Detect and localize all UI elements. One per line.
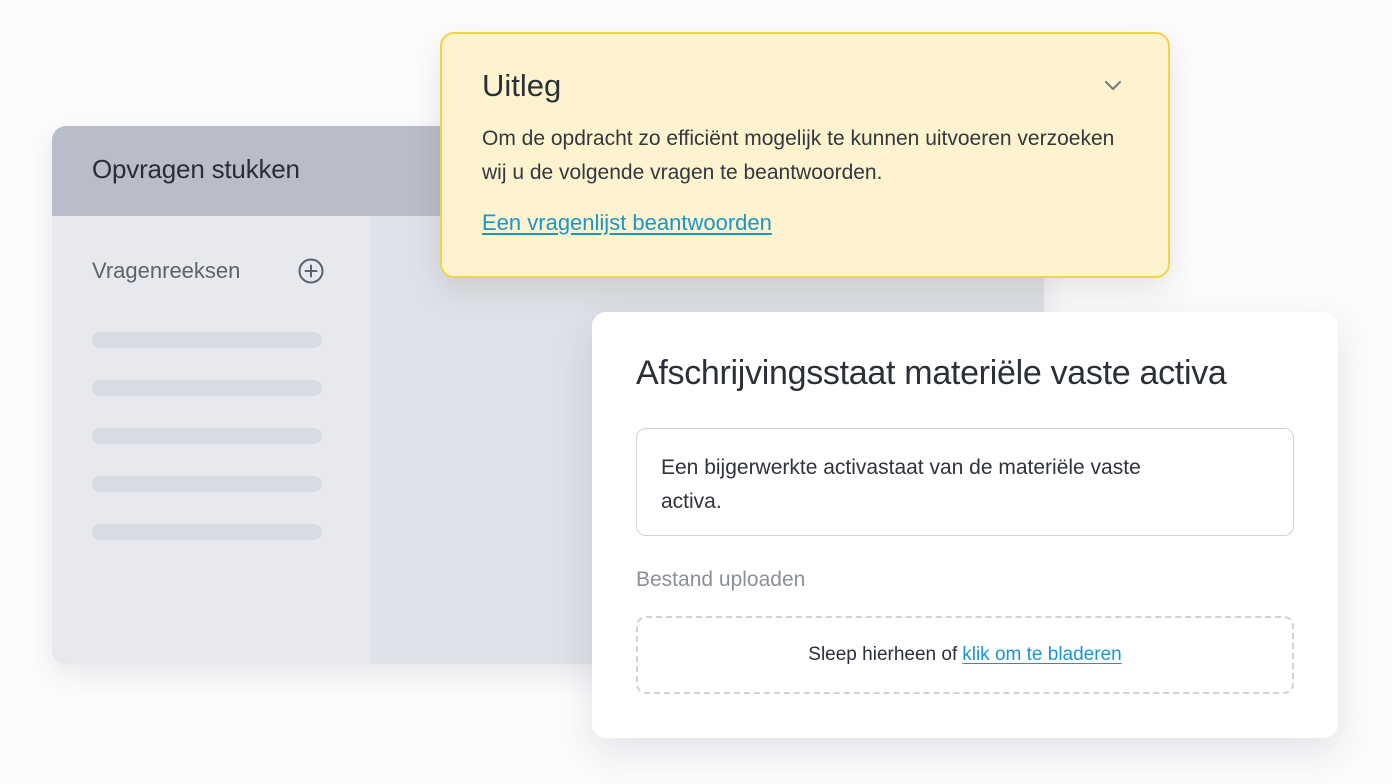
document-title: Afschrijvingsstaat materiële vaste activa <box>636 354 1227 392</box>
list-item-placeholder <box>92 380 322 396</box>
description-text: Een bijgerwerkte activastaat van de materiële vaste activa. <box>661 456 1141 513</box>
sidebar-placeholder-list <box>92 332 322 572</box>
chevron-down-icon[interactable] <box>1102 74 1124 96</box>
questionnaire-link[interactable]: Een vragenlijst beantwoorden <box>482 210 772 235</box>
list-item-placeholder <box>92 428 322 444</box>
callout-body: Om de opdracht zo efficiënt mogelijk te kunnen uitvoeren verzoeken wij u de volgende vragen te beantwoorden. <box>482 127 1115 184</box>
file-dropzone[interactable] <box>636 616 1294 694</box>
plus-circle-icon[interactable] <box>298 258 324 284</box>
upload-label: Bestand uploaden <box>636 568 806 591</box>
explanation-callout <box>440 32 1170 278</box>
dropzone-prompt: Sleep hierheen of <box>808 644 958 665</box>
document-request-card <box>592 312 1338 738</box>
sidebar-section-label: Vragenreeksen <box>92 258 241 283</box>
list-item-placeholder <box>92 476 322 492</box>
browse-files-link[interactable]: klik om te bladeren <box>962 644 1122 665</box>
panel-title: Opvragen stukken <box>92 154 300 184</box>
description-field[interactable] <box>636 428 1294 536</box>
list-item-placeholder <box>92 332 322 348</box>
sidebar <box>52 216 370 664</box>
callout-title: Uitleg <box>482 68 562 103</box>
list-item-placeholder <box>92 524 322 540</box>
